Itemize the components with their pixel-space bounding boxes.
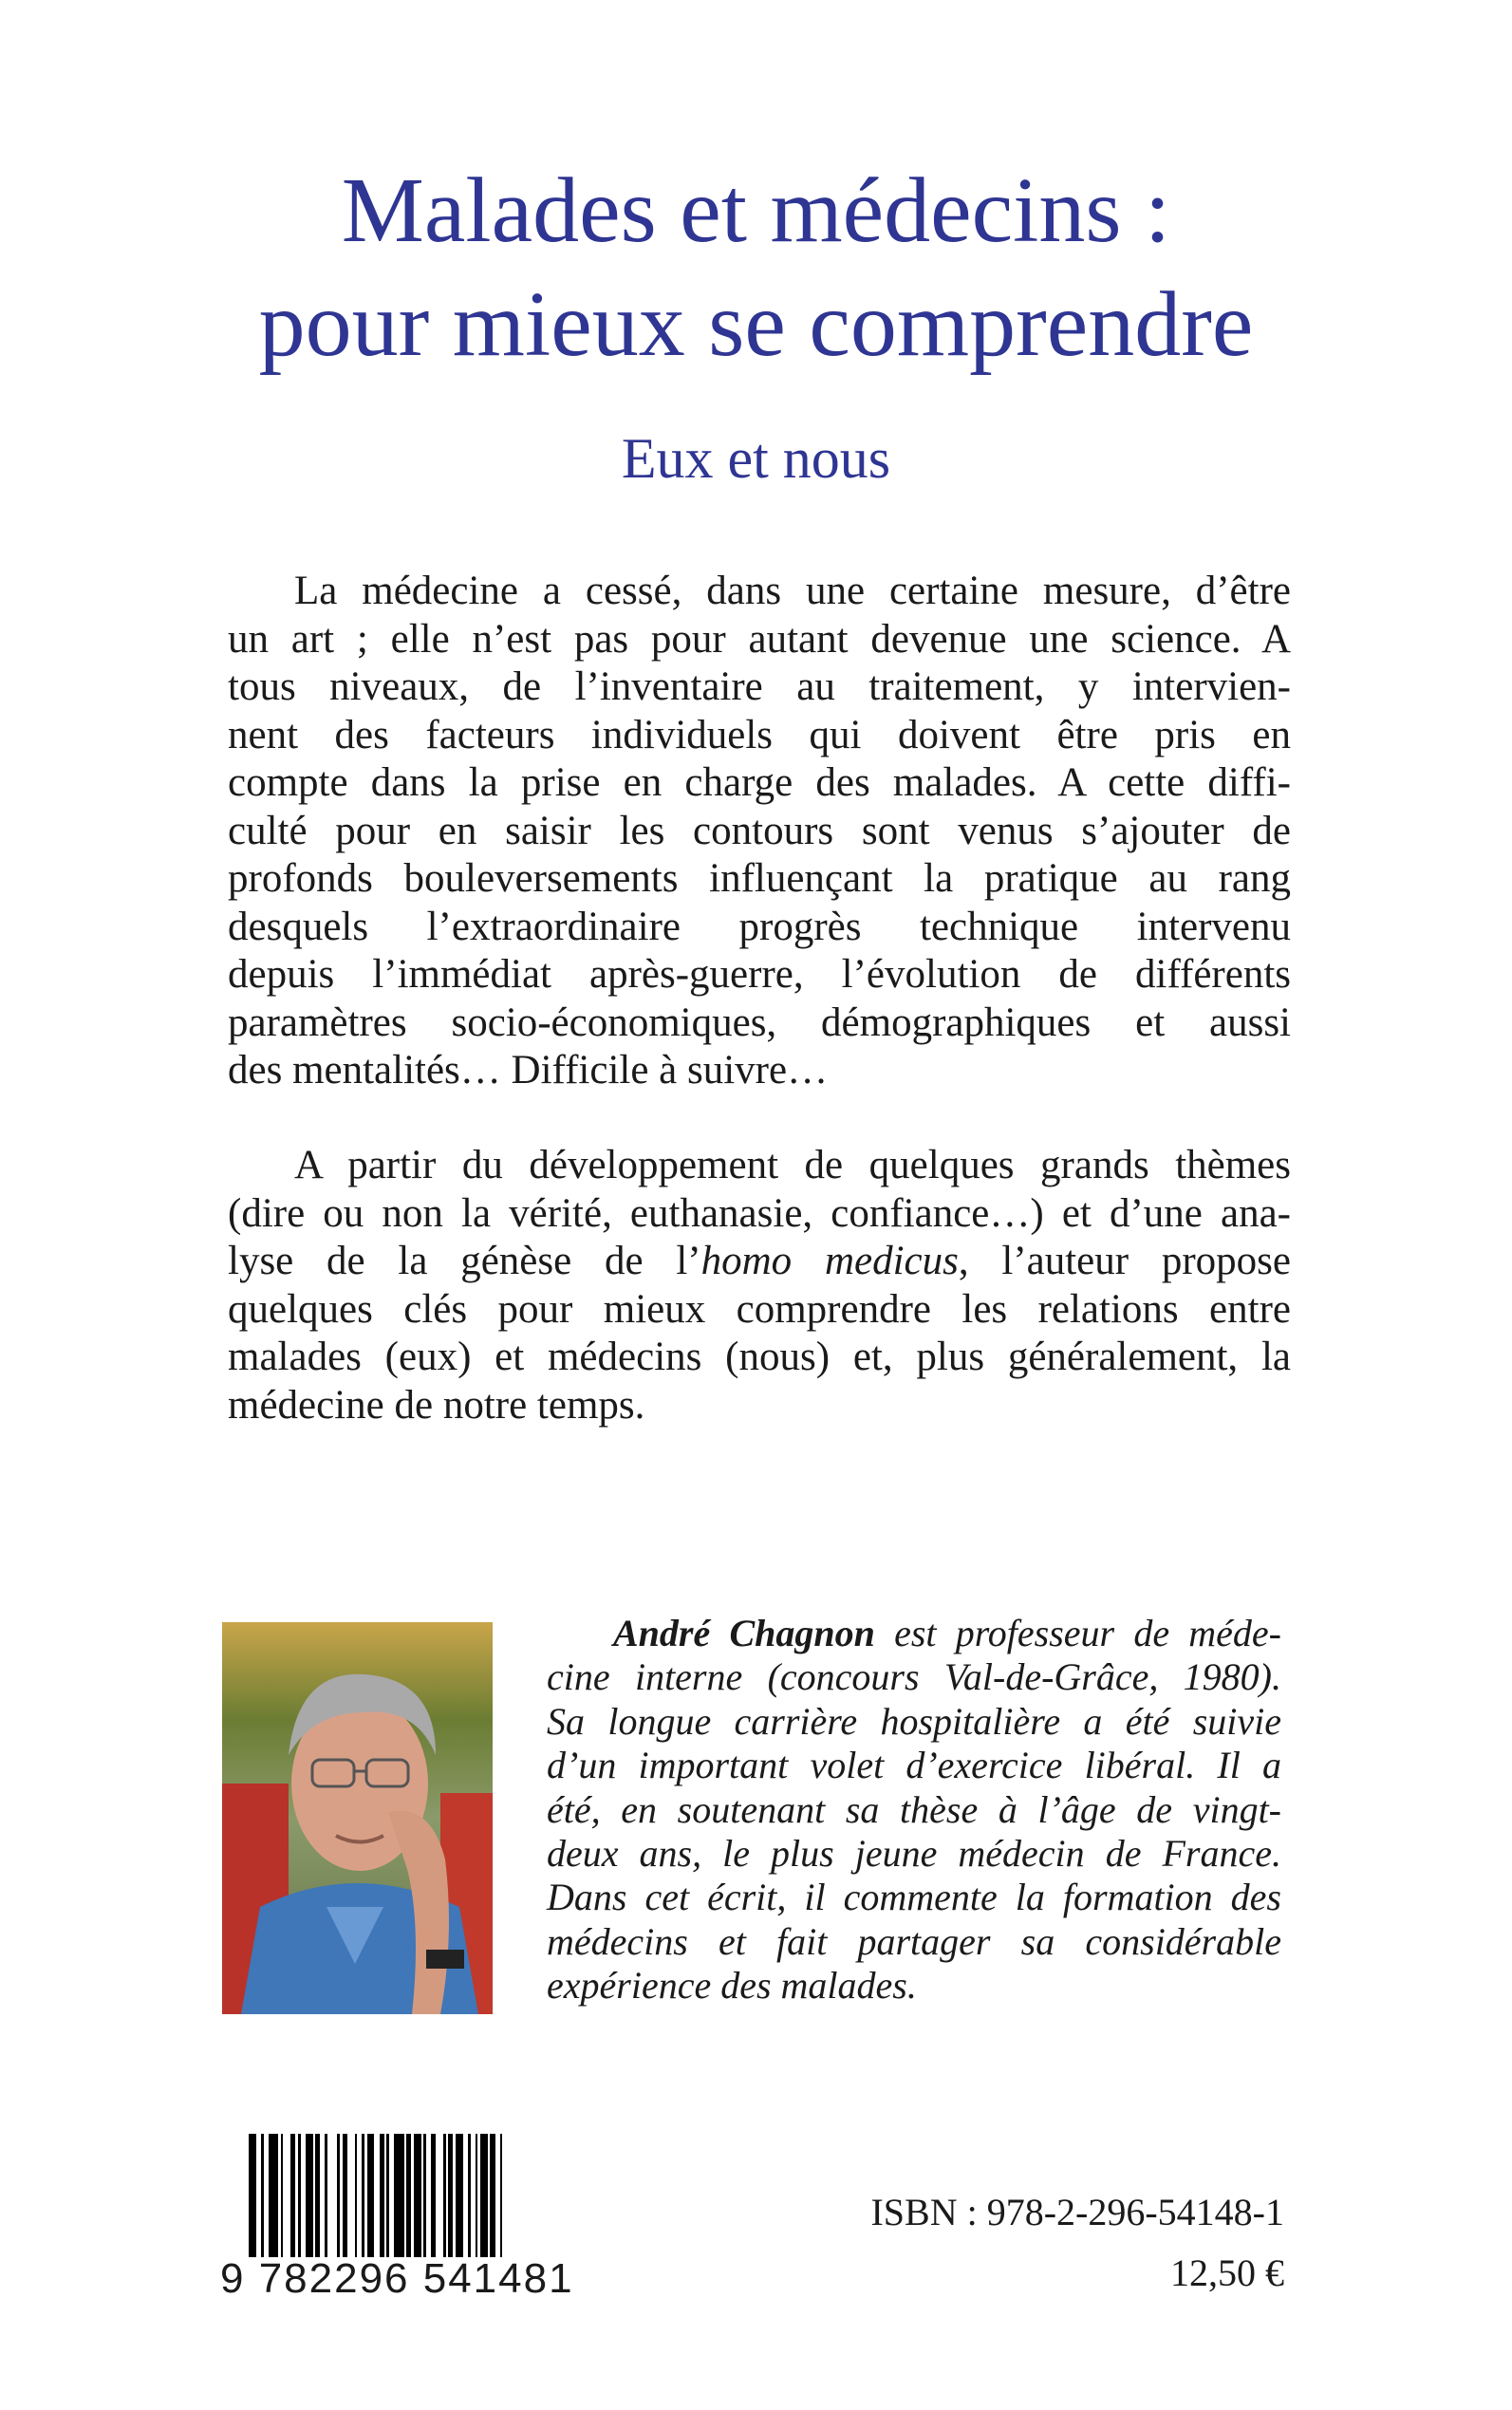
author-photo [222, 1622, 493, 2014]
blurb-line: La médecine a cessé, dans une certaine mesure, d’être [294, 569, 1291, 613]
blurb-line: (dire ou non la vérité, euthanasie, confiance…) et d’une ana- [228, 1190, 1291, 1236]
title-line-1: Malades et médecins : [341, 159, 1171, 262]
blurb-line: desquels l’extraordinaire progrès technique intervenu [228, 904, 1291, 949]
blurb-line: profonds bouleversements influençant la pratique au rang [228, 856, 1291, 901]
barcode-stripe [394, 2134, 403, 2257]
blurb-paragraph-2 [228, 1142, 1291, 1429]
author-name: André Chagnon [613, 1612, 875, 1654]
blurb-line: compte dans la prise en charge des malades. A cette diffi- [228, 760, 1291, 805]
author-bio [547, 1612, 1281, 2008]
barcode [220, 2134, 611, 2314]
barcode-stripe [456, 2134, 463, 2257]
barcode-stripe [502, 2134, 510, 2257]
barcode-stripe [367, 2134, 375, 2257]
book-subtitle: Eux et nous [621, 427, 891, 490]
bio-text: est professeur de méde- [874, 1612, 1281, 1654]
bio-line: deux ans, le plus jeune médecin de France. [547, 1832, 1281, 1876]
barcode-bars [249, 2134, 602, 2257]
homo-medicus-italic: homo medicus [700, 1239, 959, 1283]
bio-line: cine interne (concours Val-de-Grâce, 1980). [547, 1655, 1281, 1699]
blurb-line: médecine de notre temps. [228, 1382, 645, 1428]
blurb-line: nent des facteurs individuels qui doivent être pris en [228, 712, 1291, 757]
blurb-line: paramètres socio-économiques, démographiques et aussi [228, 999, 1291, 1045]
bio-line: été, en soutenant sa thèse à l’âge de vingt- [547, 1787, 1281, 1831]
bio-line: médecins et fait partager sa considérable [547, 1919, 1281, 1963]
blurb-paragraph-1 [228, 568, 1291, 1095]
blurb-line: un art ; elle n’est pas pour autant devenue une science. A [228, 616, 1291, 662]
blurb-line: depuis l’immédiat après-guerre, l’évolution de différents [228, 952, 1291, 997]
barcode-stripe [480, 2134, 488, 2257]
bio-line: d’un important volet d’exercice libéral. Il a [547, 1744, 1281, 1787]
blurb-line: A partir du développement de quelques grands thèmes [294, 1143, 1291, 1187]
barcode-stripe [347, 2134, 355, 2257]
blurb-text: lyse de la génèse de l’ [228, 1239, 701, 1283]
bio-line: Sa longue carrière hospitalière a été suivie [547, 1699, 1281, 1743]
barcode-stripe [436, 2134, 443, 2257]
barcode-digits: 9 782296 541481 [220, 2255, 574, 2302]
blurb-line: quelques clés pour mieux comprendre les relations entre [228, 1286, 1291, 1332]
book-title [0, 154, 1512, 382]
author-portrait-image [222, 1622, 493, 2014]
blurb-line: culté pour en saisir les contours sont venus s’ajouter de [228, 808, 1291, 853]
isbn: ISBN : 978-2-296-54148-1 [870, 2191, 1284, 2233]
bio-line: Dans cet écrit, il commente la formation des [547, 1876, 1281, 1919]
barcode-stripe [306, 2134, 313, 2257]
blurb-line [228, 1238, 1291, 1286]
bio-line: expérience des malades. [547, 1964, 917, 2008]
barcode-stripe [327, 2134, 337, 2257]
barcode-stripe [269, 2134, 278, 2257]
blurb-line: tous niveaux, de l’inventaire au traitement, y intervien- [228, 664, 1291, 709]
blurb-text: , l’auteur propose [958, 1239, 1291, 1283]
bio-line [547, 1612, 1281, 1655]
barcode-stripe [283, 2134, 290, 2257]
barcode-stripe [249, 2134, 256, 2257]
price: 12,50 € [1170, 2251, 1284, 2294]
title-line-2: pour mieux se comprendre [258, 273, 1254, 376]
blurb-line: des mentalités… Difficile à suivre… [228, 1048, 829, 1093]
barcode-stripe [414, 2134, 421, 2257]
blurb-line: malades (eux) et médecins (nous) et, plus généralement, la [228, 1335, 1291, 1379]
